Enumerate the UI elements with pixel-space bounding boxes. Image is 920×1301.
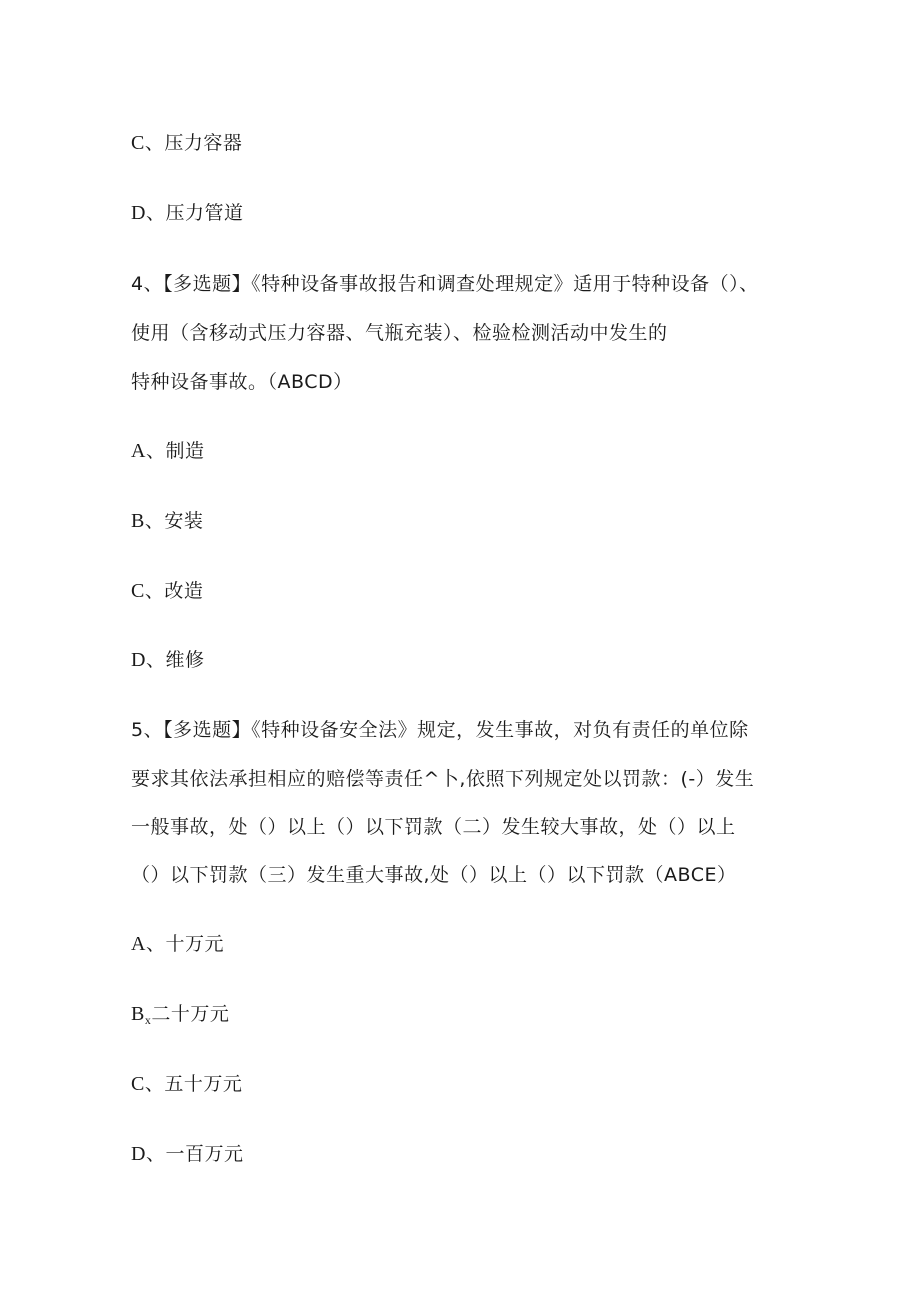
option-separator: 、 [144,1073,165,1095]
option-d [131,201,243,225]
option-d [131,648,204,672]
question-5-line-2: 要求其依法承担相应的赔偿等责任^卜,依照下列规定处以罚款：(-）发生 [131,768,755,790]
option-a [131,932,224,956]
question-4-line-1: 4、【多选题】《特种设备事故报告和调查处理规定》适用于特种设备（）、 [131,273,759,295]
option-c [131,131,242,155]
option-b [131,1002,229,1032]
option-text: 十万元 [165,933,224,955]
option-letter: A [131,440,146,462]
option-letter: B [131,1003,145,1025]
option-separator: 、 [145,440,166,462]
option-text: 维修 [165,649,205,671]
option-text: 压力容器 [164,132,243,154]
question-5-line-1: 5、【多选题】《特种设备安全法》规定，发生事故，对负有责任的单位除 [131,719,749,741]
option-letter: B [131,510,145,532]
option-d [131,1142,243,1166]
option-separator: 、 [145,1143,166,1165]
option-separator: x [144,1013,152,1027]
option-text: 压力管道 [165,202,244,224]
option-text: 一百万元 [165,1143,244,1165]
option-text: 二十万元 [151,1003,230,1025]
option-a [131,439,204,463]
option-b [131,509,203,533]
option-text: 改造 [164,580,204,602]
option-separator: 、 [145,202,166,224]
option-text: 安装 [164,510,204,532]
option-separator: 、 [144,132,165,154]
option-text: 五十万元 [164,1073,243,1095]
question-4-line-3: 特种设备事故。（ABCD） [131,371,353,393]
option-letter: D [131,1143,146,1165]
question-4-line-2: 使用（含移动式压力容器、气瓶充装）、检验检测活动中发生的 [131,322,668,344]
option-text: 制造 [165,440,205,462]
option-letter: C [131,580,145,602]
option-separator: 、 [144,510,165,532]
option-separator: 、 [144,580,165,602]
option-c [131,579,203,603]
option-separator: 、 [145,933,166,955]
option-c [131,1072,242,1096]
question-5-line-3: 一般事故，处（）以上（）以下罚款（二）发生较大事故，处（）以上 [131,816,736,838]
option-letter: C [131,1073,145,1095]
option-letter: C [131,132,145,154]
option-letter: D [131,202,146,224]
option-separator: 、 [145,649,166,671]
option-letter: D [131,649,146,671]
question-5-line-4: （）以下罚款（三）发生重大事故,处（）以上（）以下罚款（ABCE） [131,864,737,886]
option-letter: A [131,933,146,955]
